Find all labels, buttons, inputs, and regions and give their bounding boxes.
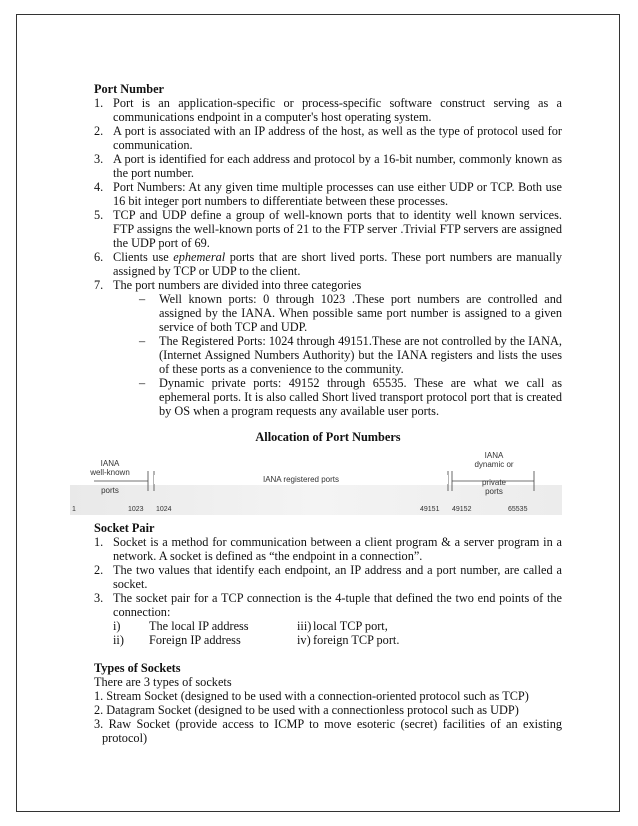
list-number: 3. xyxy=(94,590,104,605)
list-text: A port is associated with an IP address of the host, as well as the type of protocol used for communication. xyxy=(113,124,562,152)
socket-type-item: 3. Raw Socket (provide access to ICMP to move esoteric (secret) facilities of an existing protocol) xyxy=(94,716,562,745)
socket-pair-list xyxy=(94,535,562,647)
wellknown-label: IANA well-known ports xyxy=(90,458,130,495)
socket-type-item: 1. Stream Socket (designed to be used with a connection-oriented protocol such as TCP) xyxy=(94,688,529,703)
types-of-sockets-heading: Types of Sockets xyxy=(94,660,181,675)
list-number: 2. xyxy=(94,124,104,138)
tuple-text: foreign TCP port. xyxy=(313,632,400,647)
list-text: Socket is a method for communication between a client program & a server program in a network. A socket is defined as “the endpoint in a connection”. xyxy=(113,534,562,563)
tick-label: 1023 xyxy=(128,505,144,513)
dash-bullet: – xyxy=(139,292,146,306)
category-item xyxy=(125,292,562,334)
category-text: The Registered Ports: 1024 through 49151.These are not controlled by the IANA, (Internet Assigned Numbers Authority) but the IANA registers and lists the uses of these ports as a convenience to the community. xyxy=(159,334,562,376)
tuple-text: Foreign IP address xyxy=(149,632,241,647)
list-item xyxy=(94,250,562,278)
list-item xyxy=(94,180,562,208)
emphasis-text: ephemeral xyxy=(173,250,226,264)
list-item xyxy=(94,152,562,180)
list-item xyxy=(94,535,562,563)
category-text: Dynamic private ports: 49152 through 65535. These are what we call as ephemeral ports. It is also called Short lived transport protocol port that is created by OS when a program requests any available user ports. xyxy=(159,376,562,418)
tuple-text: The local IP address xyxy=(149,618,249,633)
list-item xyxy=(94,591,562,647)
list-text: The socket pair for a TCP connection is the 4-tuple that defined the two end points of the connection: xyxy=(113,590,562,619)
tuple-text: local TCP port, xyxy=(313,618,388,633)
list-number: 3. xyxy=(94,152,104,166)
tick-label: 49151 xyxy=(420,505,440,513)
list-number: 4. xyxy=(94,180,104,194)
types-intro: There are 3 types of sockets xyxy=(94,674,232,689)
tuple-number: i) xyxy=(113,618,121,633)
port-number-heading: Port Number xyxy=(94,82,165,96)
document-body xyxy=(72,82,562,745)
list-text: A port is identified for each address and protocol by a 16-bit number, commonly known as the port number. xyxy=(113,152,562,180)
tick-label: 65535 xyxy=(508,505,528,513)
socket-pair-heading: Socket Pair xyxy=(94,520,155,535)
tuple-row xyxy=(113,619,562,633)
list-text: Port is an application-specific or process-specific software construct serving as a communications endpoint in a computer's host operating system. xyxy=(113,96,562,124)
list-number: 2. xyxy=(94,562,104,577)
dynamic-label: IANA dynamic or private ports xyxy=(474,450,514,496)
category-text: Well known ports: 0 through 1023 .These port numbers are controlled and assigned by the IANA. When possible same port number is assigned to a given service of both TCP and UDP. xyxy=(159,292,562,334)
list-item xyxy=(94,96,562,124)
list-text: Clients use xyxy=(113,250,174,264)
list-text: Port Numbers: At any given time multiple processes can use either UDP or TCP. Both use 16 bit integer port numbers to differentiate between these processes. xyxy=(113,180,562,208)
dash-bullet: – xyxy=(139,334,146,348)
socket-type-item: 2. Datagram Socket (designed to be used with a connectionless protocol such as UDP) xyxy=(94,702,519,717)
list-item xyxy=(94,124,562,152)
list-item xyxy=(94,278,562,418)
port-allocation-figure xyxy=(72,450,562,517)
dash-bullet: – xyxy=(139,376,146,390)
tuple-number: iii) xyxy=(297,618,312,633)
list-number: 6. xyxy=(94,250,104,264)
port-categories-list xyxy=(113,292,562,418)
list-number: 1. xyxy=(94,534,104,549)
figure-caption: Allocation of Port Numbers xyxy=(255,430,401,445)
list-item xyxy=(94,208,562,250)
list-text: ports that are short lived ports. These port numbers are manually assigned by TCP or UDP to the client. xyxy=(113,250,562,278)
category-item xyxy=(125,334,562,376)
tick-label: 49152 xyxy=(452,505,472,513)
list-number: 5. xyxy=(94,208,104,222)
list-item xyxy=(94,563,562,591)
category-item xyxy=(125,376,562,418)
list-text: TCP and UDP define a group of well-known ports that to identity well known services. FTP assigns the well-known ports of 21 to the FTP server .Trivial FTP servers are assigned the UDP port of 69. xyxy=(113,208,562,250)
list-number: 1. xyxy=(94,96,104,110)
tuple-number: ii) xyxy=(113,632,124,647)
registered-label: IANA registered ports xyxy=(154,475,448,484)
tick-label: 1 xyxy=(72,505,76,513)
tick-label: 1024 xyxy=(156,505,172,513)
section-gap xyxy=(94,647,562,661)
list-text: The two values that identify each endpoint, an IP address and a port number, are called a socket. xyxy=(113,562,562,591)
port-number-list xyxy=(94,96,562,418)
list-text: The port numbers are divided into three categories xyxy=(113,278,362,292)
list-number: 7. xyxy=(94,278,104,292)
tuple-number: iv) xyxy=(297,632,311,647)
tuple-row xyxy=(113,633,562,647)
